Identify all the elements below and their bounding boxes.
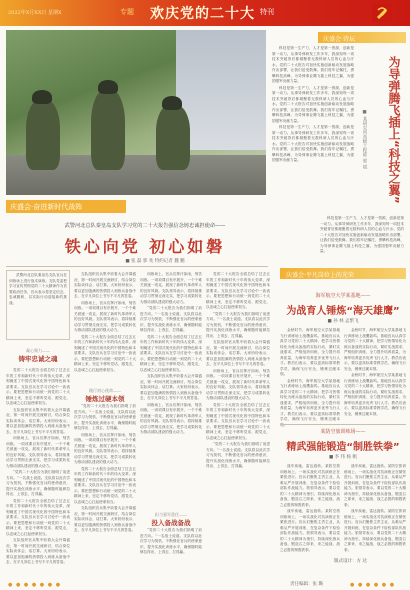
masthead-bar [0, 0, 410, 26]
masthead-tag-left: 专题 [120, 8, 134, 16]
poetry-section-tag: 庆盛会·诗坛 [318, 32, 406, 43]
story2-kicker: 某防空旅训练场—— [320, 429, 366, 435]
masthead-date: 2022年X月XX日 星期X [8, 10, 62, 16]
poetry-body: 科技是第一生产力，人才是第一资源，创新是第一动力。从事导弹研发工作多年，我深知每一项技术突破背后都凝聚着无数科研人员的心血与汗水。党的二十大报告对加快实施创新驱动发展战略作出部署，让我们倍受鼓舞。我们将牢记嘱托，勇攀科技高峰，为导弹事业腾飞插上科技之翼，为强国强军贡献力量。 科技是第一生产力，人才是第一资源，创新是第一动力。从事导弹研发工作多年，我深知每一项技术突破背后都凝聚着无数科研人员的心血与汗水。党的二十大报告对加快实施创新驱动发展战略作出部署，让我们倍受鼓舞。我们将牢记嘱托，勇攀科技高峰，为导弹事业腾飞插上科技之翼，为强国强军贡献力量。 科技是第一生产力，人才是第一资源，创新是第一动力。从事导弹研发工作多年，我深知每一项技术突破背后都凝聚着无数科研人员的心血与汗水。党的二十大报告对加快实施创新驱动发展战略作出部署，让我们倍受鼓舞。我们将牢记嘱托，勇攀科技高峰，为导弹事业腾飞插上科技之翼，为强国强军贡献力量。 [272, 46, 354, 162]
footer-editor: 责任编辑：张 璐 [290, 582, 323, 587]
section-heading: 凝心聚力—— 铸牢忠诚之魂 [18, 348, 58, 363]
story2-column: 战车疾驰，雷达旋转。某防空旅训练场上，一场实战化对抗演练正在紧张进行。官兵们聚焦主责主业，从难从严开展训练，在复杂条件下检验部队作战能力。旅领导表示，要以党的二十大精神为指引，持续深化练兵备战，锻造召之即来、来之能战、战之必胜的制胜铁拳。 战车疾驰，雷达旋转。某防空旅训练场上，一场实战化对抗演练正在紧张进行。官兵们聚焦主责主业，从难从严开展训练，在复杂条件下检验部队作战能力。旅领导表示，要以党的二十大精神为指引，持续深化练兵备战，锻造召之即来、来之能战、战之必胜的制胜铁拳。 [344, 464, 406, 552]
story2-title: 精武强能锻造“制胜铁拳” [286, 442, 400, 453]
photo-helmet [162, 96, 182, 110]
intro-text: 武警河北总队秦皇岛支队官兵在训练场上进行战术演练。支队党委把学习宣传贯彻党的二十大精神作为首要政治任务，官兵表示将坚定信念，忠诚履职，以实际行动迎接新的挑战。 [9, 273, 67, 305]
photo-soldier [91, 90, 125, 170]
masthead-title: 欢庆党的二十大 [150, 6, 255, 22]
story1-column: 金秋时节，海军航空大学某基地飞行训练场上战鹰轰鸣。基地官兵认真学习党的二十大精神，把学习热情转化为练兵备战的实际行动，紧盯实战需求，严格组织训练，全力提升培养质量，为海军培养更多优秀飞行人才。教员们表示，要以更高标准带教学员，确保飞行安全，锤炼过硬本领。 金秋时节，海军航空大学某基地飞行训练场上战鹰轰鸣。基地官兵认真学习党的二十大精神，把学习热情转化为练兵备战的实际行动，紧盯实战需求，严格组织训练，全力提升培养质量，为海军培养更多优秀飞行人才。教员们表示，要以更高标准带教学员，确保飞行安全，锤炼过硬本 [280, 328, 340, 421]
poetry-body-tail: 科技是第一生产力，人才是第一资源，创新是第一动力。从事导弹研发工作多年，我深知每一项技术突破背后都凝聚着无数科研人员的心血与汗水。党的二十大报告对加快实施创新驱动发展战略作出部署，让我们倍受鼓舞。我们将牢记嘱托，勇攀科技高峰，为导弹事业腾飞插上科技之翼，为强国强军贡献力量。 [320, 216, 404, 253]
intro-box [6, 270, 70, 340]
main-headline: 铁心向党 初心如磐 [64, 237, 226, 256]
article-column: 党的二十大报告全面总结了过去五年的工作和新时代十年的伟大变革，深刻阐述了中国式现代化的中国特色和本质要求。支队官兵在学习讨论中一致表示，要把思想和行动统一到党的二十大精神上来，坚定不移听党话、跟党走，以忠诚之心扛起使命担当。 支队组织官兵集中收看大会开幕盛况，第一时间开展交流研讨，结合岗位实际谈体会、话打算。大家纷纷表示，要以更加饱满的热情投入到练兵备战中去，在平凡岗位上书写不平凡的答卷。 训练场上，官兵们挥汗如雨，刻苦训练。一项项课目有序展开，一个个难关被逐一攻克，展现了新时代革命军人的良好风貌。支队领导表示，将持续推动学习贯彻走深走实，把学习成果转化为推动部队建设的强大动力。 “党的二十大报告为我们指明了前进方向。”一名战士说道。支队将以此次学习为契机，不断强化官兵的使命意识，提升实战化训练水平，确保随时能够拉得出、上得去、打得赢。 党的二十大报告全面总结了过去五年的工作和新时代十年的伟大变革，深刻阐述了中国式现代化的中国特色和本质要求。支队官兵在学习讨论中一致表示，要把思想和行动统一到党的二十大精神上来，坚定不移听党话、跟党走，以忠诚之心扛起使命担当。 支队组织官兵集中收看大会开幕盛况，第一时间开展交流研讨，结合岗位实际谈体会、话打算。大家纷纷表示，要以更加饱满的热情投入到练兵备战中去，在平凡岗位上书写不平凡的答卷。 [6, 368, 70, 564]
section-heading: 践行初心使命—— 锤炼过硬本领 [85, 388, 125, 403]
footer-dots-right: ● ● ● ● ● ● [350, 582, 396, 588]
divider [280, 424, 406, 425]
footer-layout: 版式设计：方 达 [334, 559, 367, 564]
masthead-tag-right: 特刊 [260, 8, 274, 16]
story1-title: 为战育人锤炼“海天雄鹰” [286, 306, 400, 317]
article-column: 党的二十大报告全面总结了过去五年的工作和新时代十年的伟大变革，深刻阐述了中国式现代化的中国特色和本质要求。支队官兵在学习讨论中一致表示，要把思想和行动统一到党的二十大精神上来，坚定不移听党话、跟党走，以忠诚之心扛起使命担当。 “党的二十大报告为我们指明了前进方向。”一名战士说道。支队将以此次学习为契机，不断强化官兵的使命意识，提升实战化训练水平，确保随时能够拉得出、上得去、打得赢。 支队组织官兵集中收看大会开幕盛况，第一时间开展交流研讨，结合岗位实际谈体会、话打算。大家纷纷表示，要以更加饱满的热情投入到练兵备战中去，在平凡岗位上书写不平凡的答卷。 训练场上，官兵们挥汗如雨，刻苦训练。一项项课目有序展开，一个个难关被逐一攻克，展现了新时代革命军人的良好风貌。支队领导表示，将持续推动学习贯彻走深走实，把学习成果转化为推动部队建设的强大动力。 党的二十大报告全面总结了过去五年的工作和新时代十年的伟大变革，深刻阐述了中国式现代化的中国特色和本质要求。支队官兵在学习讨论中一致表示，要把思想和行动统一到党的二十大精神上来，坚定不移听党话、跟党走，以忠诚之心扛起使命担当。 “党的二十大报告为我们指明了前进方向。”一名战士说道。支队将以此次学习为契机，不断强化官兵的使命意识，提升实战化训练水平，确保随时能够拉得出、上得去、打得赢。 [206, 272, 270, 468]
poetry-title: 为导弹腾飞插上“科技之翼” [387, 56, 401, 204]
story2-column: 战车疾驰，雷达旋转。某防空旅训练场上，一场实战化对抗演练正在紧张进行。官兵们聚焦主责主业，从难从严开展训练，在复杂条件下检验部队作战能力。旅领导表示，要以党的二十大精神为指引，持续深化练兵备战，锻造召之即来、来之能战、战之必胜的制胜铁拳。 战车疾驰，雷达旋转。某防空旅训练场上，一场实战化对抗演练正在紧张进行。官兵们聚焦主责主业，从难从严开展训练，在复杂条件下检验部队作战能力。旅领导表示，要以党的二十大精神为指引，持续深化练兵备战，锻造召之即来、来之能战、战之必胜的制胜铁拳。 [280, 464, 340, 552]
story1-kicker: 海军航空大学某基地—— [315, 293, 371, 299]
poetry-author: ■ 某研究所高级工程师 郭 斌 [362, 110, 367, 169]
article-column: “党的二十大报告为我们指明了前进方向。”一名战士说道。支队将以此次学习为契机，不断强化官兵的使命意识，提升实战化训练水平，确保随时能够拉得出、上得去、打得赢。 训练场上，官兵们挥汗如雨，刻苦训练。一项项课目有序展开，一个个难关被逐一攻克，展现了新时代革命军人的良好风貌。支队领导表示，将持续推动学习贯彻走深走实，把学习成果转化为推动部队建设的强大动力。 党的二十大报告全面总结了过去五年的工作和新时代十年的伟大变革，深刻阐述了中国式现代化的中国特色和本质要求。支队官兵在学习讨论中一致表示，要把思想和行动统一到党的二十大精神上来，坚定不移听党话、跟党走，以忠诚之心扛起使命担当。 支队组织官兵集中收看大会开幕盛况，第一时间开展交流研讨，结合岗位实际谈体会、话打算。大家纷纷表示，要以更加饱满的热情投入到练兵备战中去，在平凡岗位上书写不平凡的答卷。 [74, 404, 136, 532]
main-section-tag: 庆盛会·奋进新时代战阵 [6, 200, 126, 213]
section-heading: 担当强军重任—— 投入备战备战 [151, 512, 191, 527]
main-subhead: 武警河北总队秦皇岛支队学习党的二十大报告强信念铸忠诚担使命—— [64, 223, 226, 229]
story1-byline: ■ 孙 林 孟繁飞 [327, 319, 359, 324]
photo-soldier [156, 105, 190, 170]
photo-helmet [98, 80, 118, 94]
article-column: “党的二十大报告为我们指明了前进方向。”一名战士说道。支队将以此次学习为契机，不断强化官兵的使命意识，提升实战化训练水平，确保随时能够拉得出、上得去、打得赢。 [140, 528, 202, 554]
right-section-tag: 庆盛会·平凡岗位上的光荣 [280, 268, 406, 279]
party-emblem-icon [372, 4, 392, 22]
article-column: 支队组织官兵集中收看大会开幕盛况，第一时间开展交流研讨，结合岗位实际谈体会、话打算。大家纷纷表示，要以更加饱满的热情投入到练兵备战中去，在平凡岗位上书写不平凡的答卷。 训练场上，官兵们挥汗如雨，刻苦训练。一项项课目有序展开，一个个难关被逐一攻克，展现了新时代革命军人的良好风貌。支队领导表示，将持续推动学习贯彻走深走实，把学习成果转化为推动部队建设的强大动力。 党的二十大报告全面总结了过去五年的工作和新时代十年的伟大变革，深刻阐述了中国式现代化的中国特色和本质要求。支队官兵在学习讨论中一致表示，要把思想和行动统一到党的二十大精神上来，坚定不移听党话、跟党走，以忠诚之心扛起使命担当。 [74, 272, 136, 372]
main-byline: ■ 张 磊 郭 兆 特约记者 魏 鹏 [125, 259, 185, 264]
article-column: 训练场上，官兵们挥汗如雨，刻苦训练。一项项课目有序展开，一个个难关被逐一攻克，展现了新时代革命军人的良好风貌。支队领导表示，将持续推动学习贯彻走深走实，把学习成果转化为推动部队建设的强大动力。 “党的二十大报告为我们指明了前进方向。”一名战士说道。支队将以此次学习为契机，不断强化官兵的使命意识，提升实战化训练水平，确保随时能够拉得出、上得去、打得赢。 党的二十大报告全面总结了过去五年的工作和新时代十年的伟大变革，深刻阐述了中国式现代化的中国特色和本质要求。支队官兵在学习讨论中一致表示，要把思想和行动统一到党的二十大精神上来，坚定不移听党话、跟党走，以忠诚之心扛起使命担当。 支队组织官兵集中收看大会开幕盛况，第一时间开展交流研讨，结合岗位实际谈体会、话打算。大家纷纷表示，要以更加饱满的热情投入到练兵备战中去，在平凡岗位上书写不平凡的答卷。 训练场上，官兵们挥汗如雨，刻苦训练。一项项课目有序展开，一个个难关被逐一攻克，展现了新时代革命军人的良好风貌。支队领导表示，将持续推动学习贯彻走深走实，把学习成果转化为推动部队建设的强大动力。 [140, 272, 202, 434]
photo-soldier [26, 100, 60, 170]
photo-helmet [32, 90, 52, 104]
divider [6, 266, 268, 267]
footer-dots-left: ● ● ● ● ● ● ● [8, 582, 62, 588]
story2-byline: ■ 李 伟 杨 帆 [329, 455, 357, 460]
story1-column: 金秋时节，海军航空大学某基地飞行训练场上战鹰轰鸣。基地官兵认真学习党的二十大精神，把学习热情转化为练兵备战的实际行动，紧盯实战需求，严格组织训练，全力提升培养质量，为海军培养更多优秀飞行人才。教员们表示，要以更高标准带教学员，确保飞行安全，锤炼过硬本领。 金秋时节，海军航空大学某基地飞行训练场上战鹰轰鸣。基地官兵认真学习党的二十大精神，把学习热情转化为练兵备战的实际行动，紧盯实战需求，严格组织训练，全力提升培养质量，为海军培养更多优秀飞行人才。教员们表示，要以更高标准带教学员，确保飞行安全，锤炼过硬本领。 [344, 328, 406, 416]
main-photo [6, 30, 266, 195]
